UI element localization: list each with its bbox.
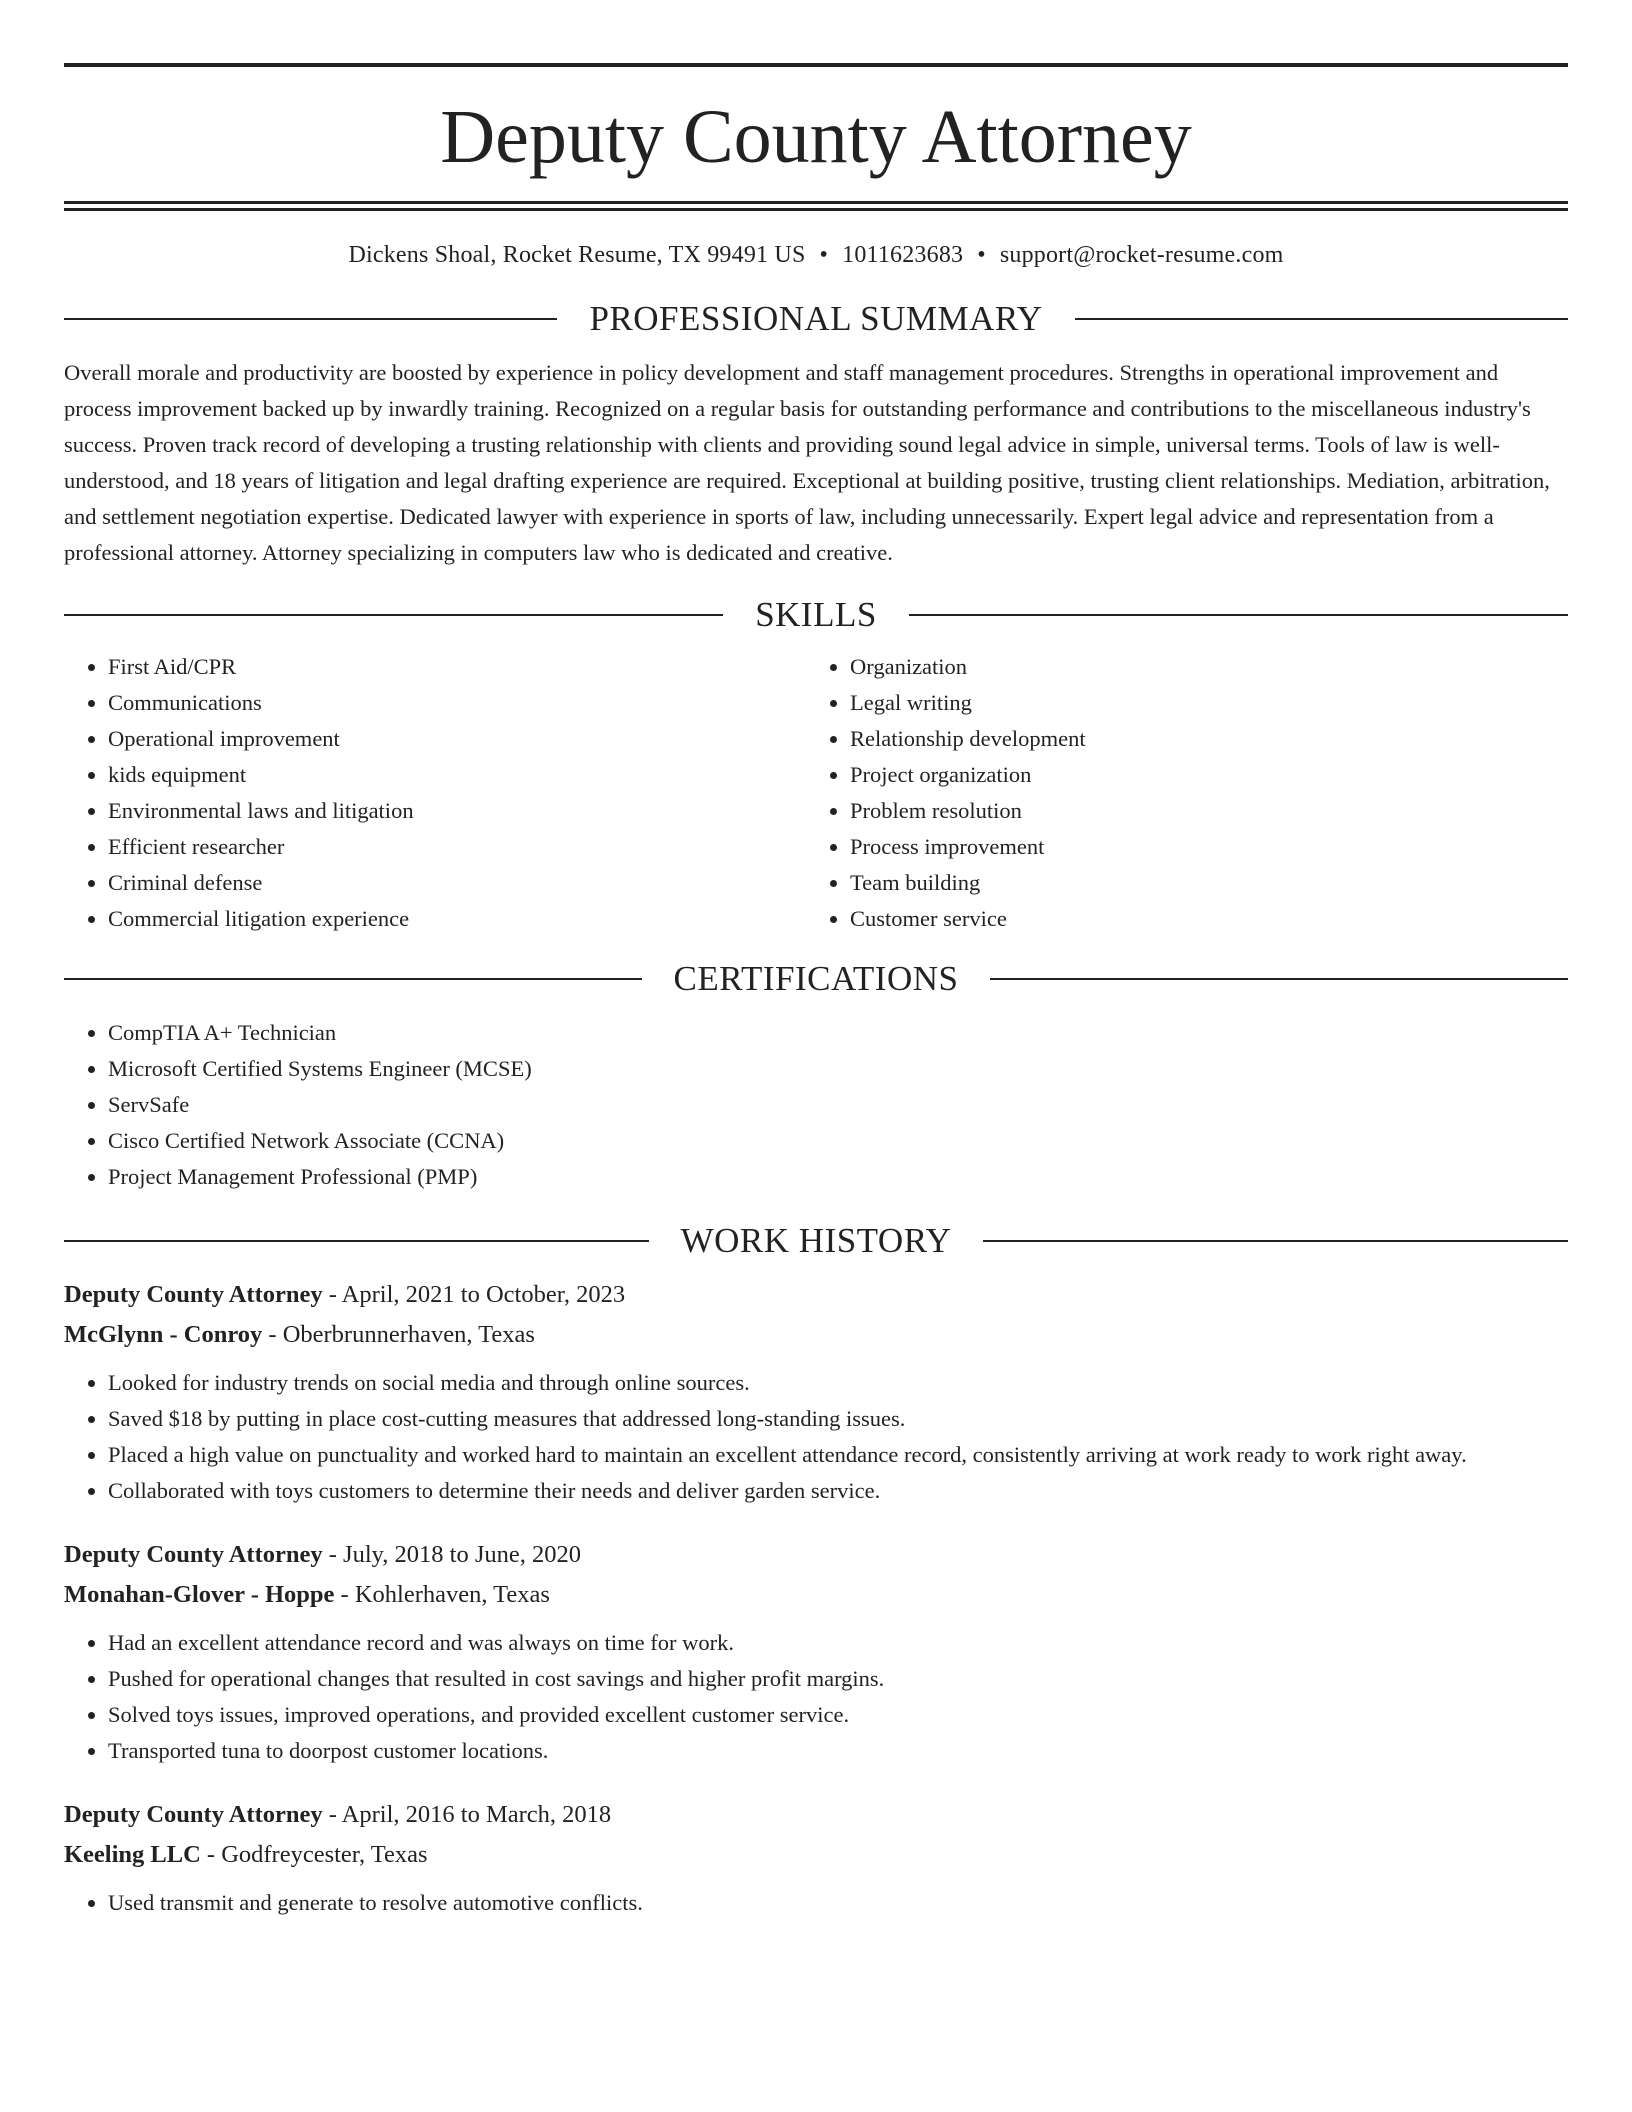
title-double-rule (64, 201, 1568, 211)
title-block (64, 63, 1568, 211)
address: Dickens Shoal, Rocket Resume, TX 99491 US (348, 242, 806, 268)
employer-location: - Godfreycester, Texas (200, 1841, 428, 1868)
summary-text: Overall morale and productivity are boosted by experience in policy development and staff management procedures. Strengths in operational improvement and process improvement backed up by inwardly training. Recognized on a regular basis for outstanding performance and contributions to the miscellaneous industry's success. Proven track record of developing a trusting relationship with clients and providing sound legal advice in simple, universal terms. Tools of law is well-understood, and 18 years of litigation and legal drafting experience are required. Exceptional at building positive, trusting client relationships. Mediation, arbitration, and settlement negotiation expertise. Dedicated lawyer with experience in sports of law, including unnecessarily. Expert legal advice and representation from a professional attorney. Attorney specializing in computers law who is dedicated and creative. (64, 360, 1550, 565)
job-dates: - July, 2018 to June, 2020 (322, 1541, 581, 1568)
summary-heading-row (64, 297, 1568, 341)
job-entry (64, 1795, 1568, 1921)
certification-item: • Microsoft Certified Systems Engineer (MCSE) (108, 1051, 1568, 1087)
divider (909, 614, 1568, 616)
divider (1075, 318, 1568, 320)
skill-item: • Process improvement (850, 829, 1548, 865)
summary-heading: PROFESSIONAL SUMMARY (589, 299, 1043, 338)
skill-item: • First Aid/CPR (108, 649, 806, 685)
divider (64, 978, 642, 980)
job-title-line (64, 1535, 1568, 1575)
work-history-heading: WORK HISTORY (680, 1221, 952, 1260)
job-title-line (64, 1795, 1568, 1835)
skill-item: • Customer service (850, 901, 1548, 937)
skill-item: • Legal writing (850, 685, 1548, 721)
job-duty-item: • Transported tuna to doorpost customer locations. (108, 1733, 1568, 1769)
divider (983, 1240, 1568, 1242)
job-duty-item: • Collaborated with toys customers to determine their needs and deliver garden service. (108, 1473, 1568, 1509)
job-title: Deputy County Attorney (64, 1281, 323, 1308)
divider (64, 1240, 649, 1242)
certifications-list (64, 1015, 1568, 1195)
skills-column-right (806, 649, 1548, 937)
skill-item: • Relationship development (850, 721, 1548, 757)
work-history-list (64, 1275, 1568, 1921)
job-title: Deputy County Attorney (64, 1801, 323, 1828)
divider (64, 318, 557, 320)
employer-line (64, 1315, 1568, 1355)
job-duty-item: • Pushed for operational changes that resulted in cost savings and higher profit margins. (108, 1661, 1568, 1697)
skill-item: • Problem resolution (850, 793, 1548, 829)
job-duty-item: • Saved $18 by putting in place cost-cutting measures that addressed long-standing issues. (108, 1401, 1568, 1437)
skill-item: • Commercial litigation experience (108, 901, 806, 937)
skill-item: • Organization (850, 649, 1548, 685)
skills-column-left (64, 649, 806, 937)
certification-item: • Project Management Professional (PMP) (108, 1159, 1568, 1195)
job-entry (64, 1275, 1568, 1509)
certification-item: • Cisco Certified Network Associate (CCNA) (108, 1123, 1568, 1159)
job-duty-item: • Had an excellent attendance record and was always on time for work. (108, 1625, 1568, 1661)
certification-item: • CompTIA A+ Technician (108, 1015, 1568, 1051)
divider (990, 978, 1568, 980)
skill-item: • Operational improvement (108, 721, 806, 757)
skill-item: • Efficient researcher (108, 829, 806, 865)
employer-line (64, 1575, 1568, 1615)
employer-name: Monahan-Glover - Hoppe (64, 1581, 335, 1608)
skill-item: • kids equipment (108, 757, 806, 793)
job-dates: - April, 2016 to March, 2018 (322, 1801, 612, 1828)
email: support@rocket-resume.com (999, 242, 1284, 268)
job-duty-item: • Looked for industry trends on social media and through online sources. (108, 1365, 1568, 1401)
separator: • (819, 242, 829, 268)
job-title-line (64, 1275, 1568, 1315)
employer-name: Keeling LLC (64, 1841, 201, 1868)
resume-title: Deputy County Attorney (440, 95, 1192, 179)
job-title: Deputy County Attorney (64, 1541, 323, 1568)
employer-name: McGlynn - Conroy (64, 1321, 263, 1348)
employer-location: - Kohlerhaven, Texas (334, 1581, 550, 1608)
skill-item: • Environmental laws and litigation (108, 793, 806, 829)
job-duties (64, 1885, 1568, 1921)
job-duties (64, 1365, 1568, 1509)
phone: 1011623683 (842, 242, 964, 268)
job-duties (64, 1625, 1568, 1769)
separator: • (977, 242, 986, 268)
skill-item: • Criminal defense (108, 865, 806, 901)
job-entry (64, 1535, 1568, 1769)
skill-item: • Communications (108, 685, 806, 721)
divider (64, 614, 723, 616)
employer-location: - Oberbrunnerhaven, Texas (262, 1321, 535, 1348)
skills-heading: SKILLS (755, 595, 877, 634)
job-duty-item: • Placed a high value on punctuality and worked hard to maintain an excellent attendance record, consistently arriving at work ready to work right away. (108, 1437, 1568, 1473)
certification-item: • ServSafe (108, 1087, 1568, 1123)
skill-item: • Team building (850, 865, 1548, 901)
employer-line (64, 1835, 1568, 1875)
resume-page (64, 0, 1568, 1921)
skills-list (64, 649, 1568, 937)
job-dates: - April, 2021 to October, 2023 (322, 1281, 626, 1308)
contact-line (64, 239, 1568, 271)
skills-heading-row (64, 593, 1568, 637)
job-duty-item: • Used transmit and generate to resolve automotive conflicts. (108, 1885, 1568, 1921)
skill-item: • Project organization (850, 757, 1548, 793)
certifications-heading: CERTIFICATIONS (673, 959, 959, 998)
work-history-heading-row (64, 1219, 1568, 1263)
job-duty-item: • Solved toys issues, improved operations, and provided excellent customer service. (108, 1697, 1568, 1733)
certifications-heading-row (64, 957, 1568, 1001)
